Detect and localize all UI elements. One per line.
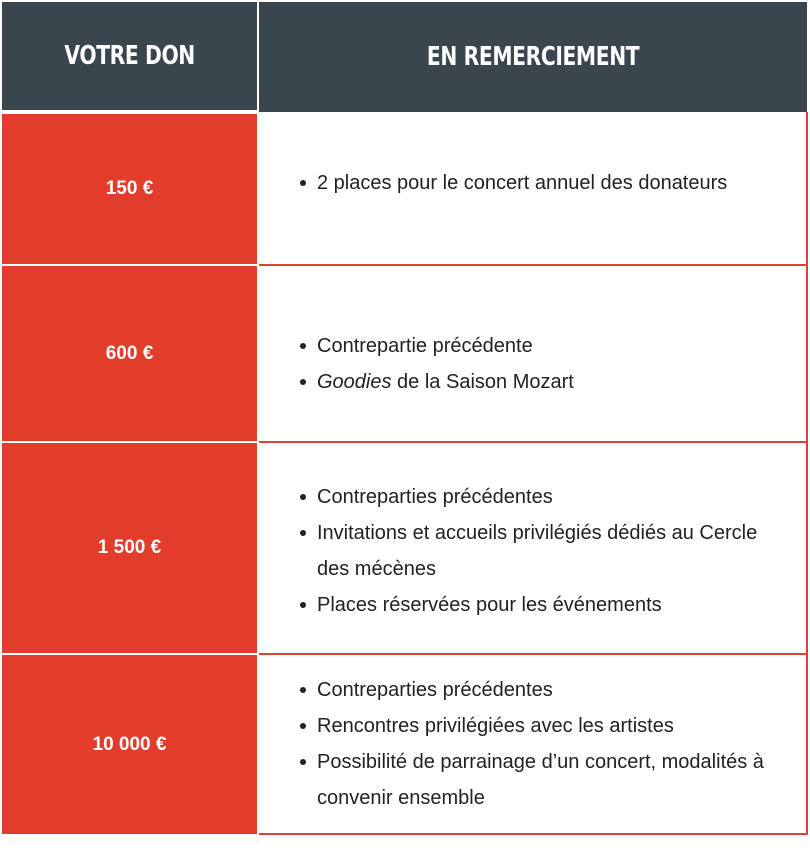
- header-votre-don: VOTRE DON: [2, 2, 258, 112]
- reward-list: [259, 165, 806, 201]
- donation-amount: 150 €: [2, 112, 258, 265]
- reward-cell: [258, 654, 807, 834]
- table-row: [2, 112, 807, 265]
- reward-list: [259, 672, 806, 816]
- list-item: Places réservées pour les événements: [317, 587, 806, 623]
- table-row: [2, 265, 807, 442]
- list-item: Invitations et accueils privilégiés dédiés au Cercle des mécènes: [317, 515, 806, 587]
- list-item: Possibilité de parrainage d’un concert, modalités à convenir ensemble: [317, 744, 806, 816]
- header-en-remerciement: EN REMERCIEMENT: [258, 2, 807, 112]
- table-row: [2, 654, 807, 834]
- goodies-text: Goodies: [317, 370, 392, 393]
- donation-amount: 600 €: [2, 265, 258, 442]
- donation-amount: 1 500 €: [2, 442, 258, 654]
- list-item: [317, 364, 806, 400]
- list-item: Contreparties précédentes: [317, 672, 806, 708]
- list-item: Contreparties précédentes: [317, 479, 806, 515]
- donation-table: [2, 2, 808, 835]
- list-item: 2 places pour le concert annuel des donateurs: [317, 165, 806, 201]
- table-row: [2, 442, 807, 654]
- reward-cell: [258, 442, 807, 654]
- list-item: Rencontres privilégiées avec les artistes: [317, 708, 806, 744]
- list-item-suffix: de la Saison Mozart: [391, 370, 574, 393]
- reward-list: [259, 328, 806, 400]
- reward-cell: [258, 265, 807, 442]
- table-header-row: [2, 2, 807, 112]
- list-item: Contrepartie précédente: [317, 328, 806, 364]
- donation-amount: 10 000 €: [2, 654, 258, 834]
- reward-list: [259, 479, 806, 623]
- reward-cell: [258, 112, 807, 265]
